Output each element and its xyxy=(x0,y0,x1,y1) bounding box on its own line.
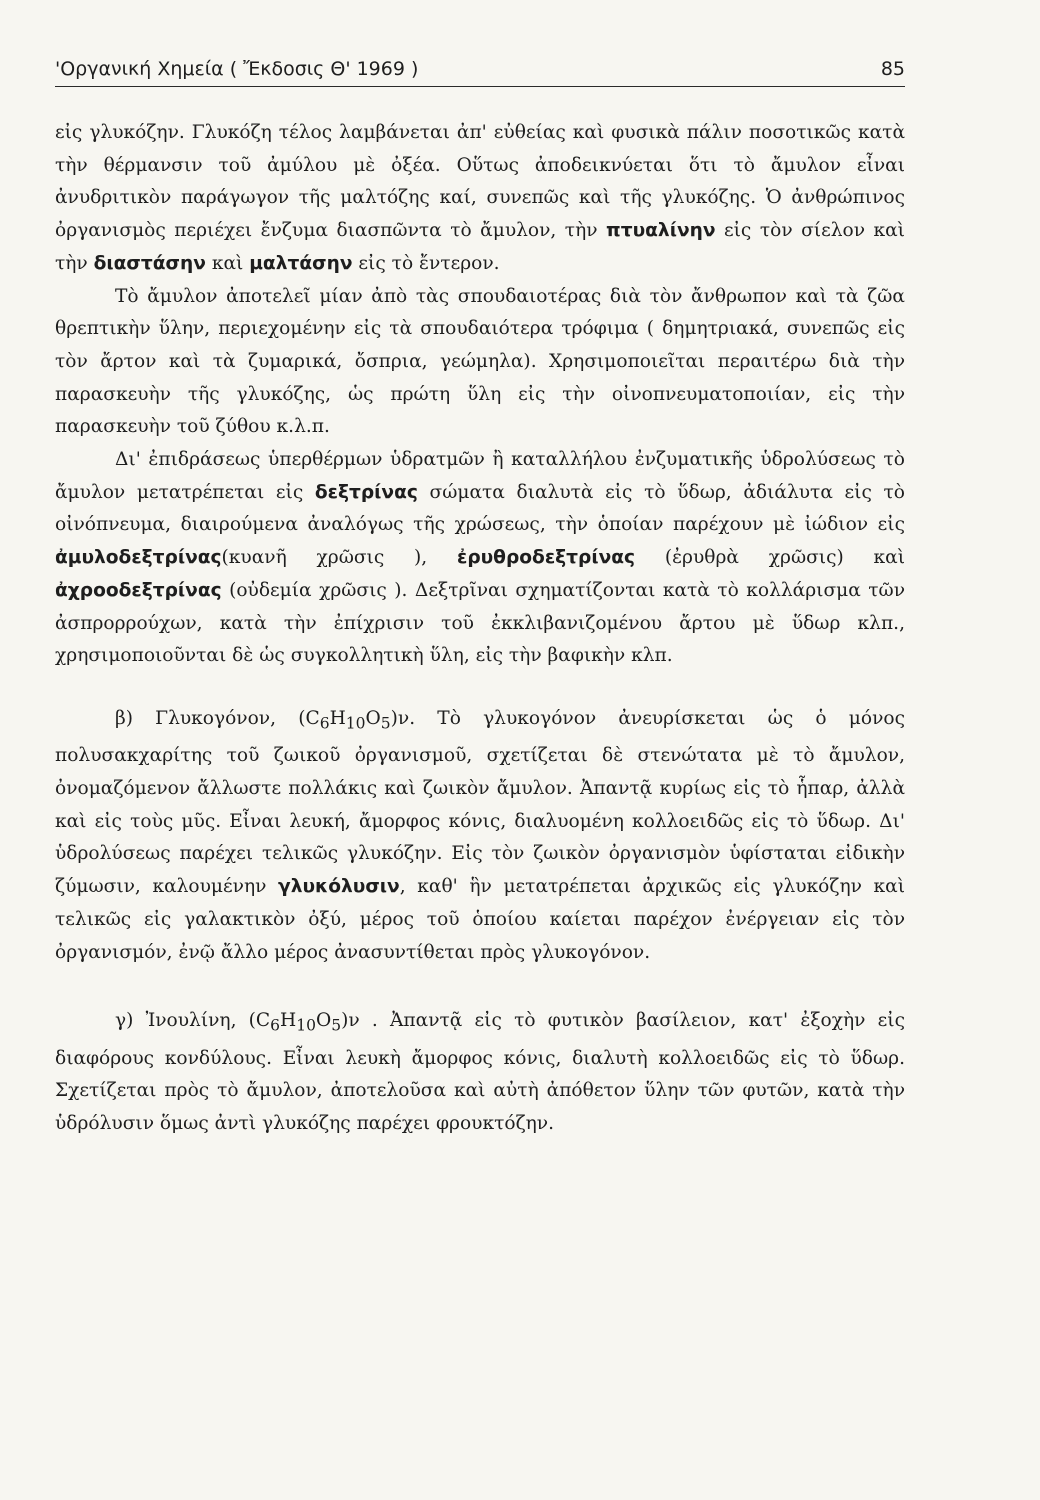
section-inulin: γ) Ἰνουλίνη, $(C_6H_{10}O_5)\nu$ . Ἀπαντᾷ εἰς τὸ φυτικὸν βασίλειον, κατ' ἐξοχὴν εἰς διαφόρους κονδύλους. Εἶναι λευκὴ ἄμορφος κόνις, διαλυτὴ κολλοειδῶς εἰς τὸ ὕδωρ. Σχετίζεται πρὸς τὸ ἄμυλον, ἀποτελοῦσα καὶ αὐτὴ ἀπόθετον ὕλην τῶν φυτῶν, κατὰ τὴν ὑδρόλυσιν ὅμως ἀντὶ γλυκόζης παρέχει φρουκτόζην. xyxy=(55,1010,905,1135)
section-glycogen: β) Γλυκογόνον, $(C_6H_{10}O_5)\nu$. Τὸ γλυκογόνον ἀνευρίσκεται ὡς ὁ μόνος πολυσακχαρίτης τοῦ ζωικοῦ ὀργανισμοῦ, σχετίζεται δὲ στενώτατα μὲ τὸ ἄμυλον, ὀνομαζόμενον ἄλλωστε πολλάκις καὶ ζωικὸν ἄμυλον. Ἀπαντᾷ κυρίως εἰς τὸ ἧπαρ, ἀλλὰ καὶ εἰς τοὺς μῦς. Εἶναι λευκή, ἄμορφος κόνις, διαλυομένη κολλοειδῶς εἰς τὸ ὕδωρ. Δι' ὑδρολύσεως παρέχει τελικῶς γλυκόζην. Εἰς τὸν ζωικὸν ὀργανισμὸν ὑφίσταται εἰδικὴν ζύμωσιν, καλουμένην γλυκόλυσιν, καθ' ἣν μετατρέπεται ἀρχικῶς εἰς γλυκόζην καὶ τελικῶς εἰς γαλακτικὸν ὀξύ, μέρος τοῦ ὁποίου καίεται παρέχον ἐνέργειαν εἰς τὸν ὀργανισμόν, ἐνῷ ἄλλο μέρος ἀνασυντίθεται πρὸς γλυκογόνον. xyxy=(55,707,905,963)
paragraph-dextrins: Δι' ἐπιδράσεως ὑπερθέρμων ὑδρατμῶν ἢ καταλλήλου ἐνζυματικῆς ὑδρολύσεως τὸ ἄμυλον μετατρέπεται εἰς δεξτρίνας σώματα διαλυτὰ εἰς τὸ ὕδωρ, ἀδιάλυτα εἰς τὸ οἰνόπνευμα, διαιρούμενα ἀναλόγως τῆς χρώσεως, τὴν ὁποίαν παρέχουν μὲ ἰώδιον εἰς ἀμυλοδεξτρίνας(κυανῆ χρῶσις ), ἐρυθροδεξτρίνας (ἐρυθρὰ χρῶσις) καὶ ἀχροοδεξτρίνας (οὐδεμία χρῶσις ). Δεξτρῖναι σχηματίζονται κατὰ τὸ κολλάρισμα τῶν ἀσπρορρούχων, κατὰ τὴν ἐπίχρισιν τοῦ ἐκκλιβανιζομένου ἄρτου μὲ ὕδωρ κλπ., χρησιμοποιοῦνται δὲ ὡς συγκολλητικὴ ὕλη, εἰς τὴν βαφικὴν κλπ. xyxy=(55,449,905,667)
term-ptyalin: πτυαλίνην xyxy=(606,220,716,242)
body-text xyxy=(55,117,905,1141)
term-diastase: διαστάσην xyxy=(93,252,206,274)
paragraph-starch-uses: Τὸ ἄμυλον ἀποτελεῖ μίαν ἀπὸ τὰς σπουδαιοτέρας διὰ τὸν ἄνθρωπον καὶ τὰ ζῶα θρεπτικὴν ὕλην, περιεχομένην εἰς τὰ σπουδαιότερα τρόφιμα ( δημητριακά, συνεπῶς εἰς τὸν ἄρτον καὶ τὰ ζυμαρικά, ὄσπρια, γεώμηλα). Χρησιμοποιεῖται περαιτέρω διὰ τὴν παρασκευὴν τῆς γλυκόζης, ὡς πρώτη ὕλη εἰς τὴν οἰνοπνευματοποιίαν, εἰς τὴν παρασκευὴν τοῦ ζύθου κ.λ.π. xyxy=(55,285,905,438)
header-title: 'Οργανική Χημεία ( Ἔκδοσις Θ' 1969 ) xyxy=(55,58,419,80)
term-amylodextrins: ἀμυλοδεξτρίνας xyxy=(55,547,222,569)
running-header xyxy=(55,58,905,87)
term-erythrodextrins: ἐρυθροδεξτρίνας xyxy=(456,547,636,569)
paragraph-starch-hydrolysis: εἰς γλυκόζην. Γλυκόζη τέλος λαμβάνεται ἀπ' εὐθείας καὶ φυσικὰ πάλιν ποσοτικῶς κατὰ τὴν θέρμανσιν τοῦ ἀμύλου μὲ ὀξέα. Οὕτως ἀποδεικνύεται ὅτι τὸ ἄμυλον εἶναι ἀνυδριτικὸν παράγωγον τῆς μαλτόζης καί, συνεπῶς καὶ τῆς γλυκόζης. Ὁ ἀνθρώπινος ὀργανισμὸς περιέχει ἔνζυμα διασπῶντα τὸ ἄμυλον, τὴν πτυαλίνην εἰς τὸν σίελον καὶ τὴν διαστάσην καὶ μαλτάσην εἰς τὸ ἔντερον. xyxy=(55,122,905,274)
term-dextrins: δεξτρίνας xyxy=(314,481,418,503)
term-maltase: μαλτάσην xyxy=(249,252,353,274)
term-glycolysis: γλυκόλυσιν xyxy=(278,876,400,898)
term-achroodextrins: ἀχροοδεξτρίνας xyxy=(55,579,222,601)
page-number: 85 xyxy=(880,58,905,80)
page xyxy=(55,58,905,1141)
